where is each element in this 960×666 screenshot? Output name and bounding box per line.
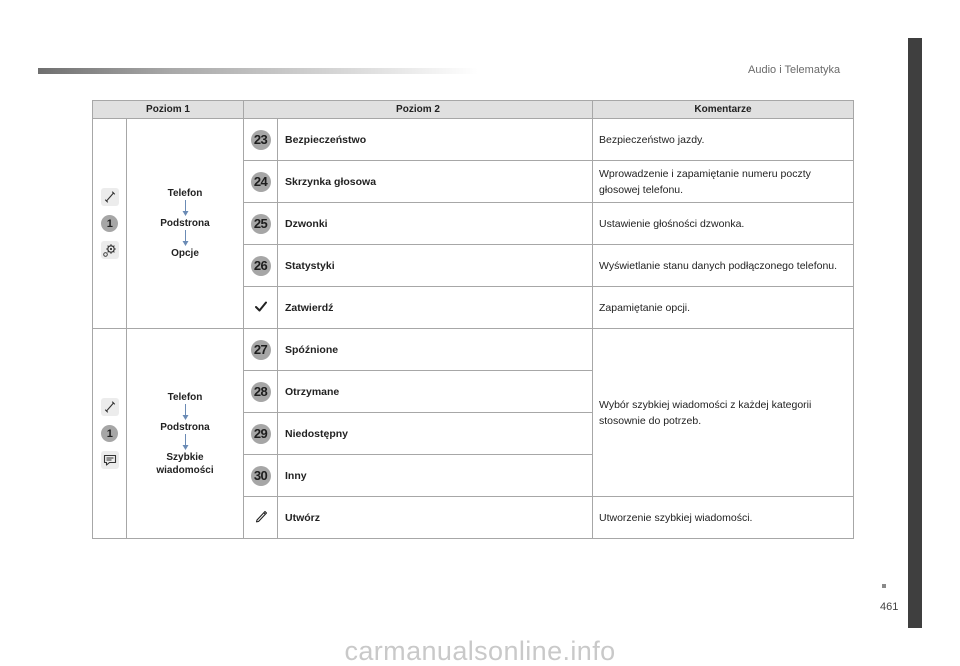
path-step: Telefon: [167, 391, 203, 403]
side-rail: [908, 38, 922, 628]
arrow-down-icon: [182, 230, 189, 247]
marker-cell: [244, 329, 278, 371]
marker-cell: [244, 203, 278, 245]
row-label: Spóźnione: [278, 329, 593, 371]
checkmark-icon: [255, 301, 267, 312]
pencil-icon: [254, 509, 268, 523]
marker-badge: 23: [251, 130, 271, 150]
settings-icon: [101, 241, 119, 259]
arrow-down-icon: [182, 404, 189, 421]
watermark: carmanualsonline.info: [344, 636, 616, 666]
marker-cell: [244, 161, 278, 203]
table-row: [93, 329, 854, 371]
marker-badge: 27: [251, 340, 271, 360]
header-level1: Poziom 1: [93, 101, 244, 119]
marker-cell: [244, 371, 278, 413]
table-header-row: [93, 101, 854, 119]
group-path: [127, 329, 244, 539]
marker-cell: [244, 455, 278, 497]
row-label: Otrzymane: [278, 371, 593, 413]
page-number: 461: [880, 601, 899, 613]
marker-badge: 25: [251, 214, 271, 234]
marker-badge: 24: [251, 172, 271, 192]
row-label: Bezpieczeństwo: [278, 119, 593, 161]
header-comments: Komentarze: [593, 101, 854, 119]
marker-badge: 26: [251, 256, 271, 276]
row-label: Dzwonki: [278, 203, 593, 245]
marker-badge: 29: [251, 424, 271, 444]
marker-cell: [244, 413, 278, 455]
marker-badge: 28: [251, 382, 271, 402]
row-label: Inny: [278, 455, 593, 497]
row-comment: Utworzenie szybkiej wiadomości.: [593, 497, 854, 539]
menu-table: [92, 100, 854, 539]
shared-comment: Wybór szybkiej wiadomości z każdej kategorii stosownie do potrzeb.: [593, 329, 854, 497]
row-comment: Wyświetlanie stanu danych podłączonego telefonu.: [593, 245, 854, 287]
arrow-down-icon: [182, 434, 189, 451]
row-comment: Ustawienie głośności dzwonka.: [593, 203, 854, 245]
header-level2: Poziom 2: [244, 101, 593, 119]
row-comment: Wprowadzenie i zapamiętanie numeru poczty głosowej telefonu.: [593, 161, 854, 203]
marker-cell: [244, 245, 278, 287]
group-icons: [93, 119, 127, 329]
row-label: Skrzynka głosowa: [278, 161, 593, 203]
table-row: [93, 119, 854, 161]
page-mark: [882, 584, 886, 588]
header-decor-bar: [38, 68, 478, 74]
marker-cell: [244, 287, 278, 329]
path-step: Opcje: [171, 248, 199, 259]
phone-icon: [101, 398, 119, 416]
row-comment: Bezpieczeństwo jazdy.: [593, 119, 854, 161]
level-badge: 1: [101, 425, 118, 442]
row-label: Statystyki: [278, 245, 593, 287]
path-step: Podstrona: [160, 218, 210, 229]
group-path: [127, 119, 244, 329]
path-step: Szybkie wiadomości: [156, 451, 214, 476]
group-icons: [93, 329, 127, 539]
row-label: Utwórz: [278, 497, 593, 539]
path-step: Podstrona: [160, 421, 210, 433]
row-label: Niedostępny: [278, 413, 593, 455]
marker-cell: [244, 497, 278, 539]
row-comment: Zapamiętanie opcji.: [593, 287, 854, 329]
marker-badge: 30: [251, 466, 271, 486]
phone-icon: [101, 188, 119, 206]
message-icon: [101, 451, 119, 469]
marker-cell: [244, 119, 278, 161]
level-badge: 1: [101, 215, 118, 232]
section-title: Audio i Telematyka: [748, 64, 841, 76]
path-step: Telefon: [167, 188, 203, 199]
arrow-down-icon: [182, 200, 189, 217]
row-label: Zatwierdź: [278, 287, 593, 329]
